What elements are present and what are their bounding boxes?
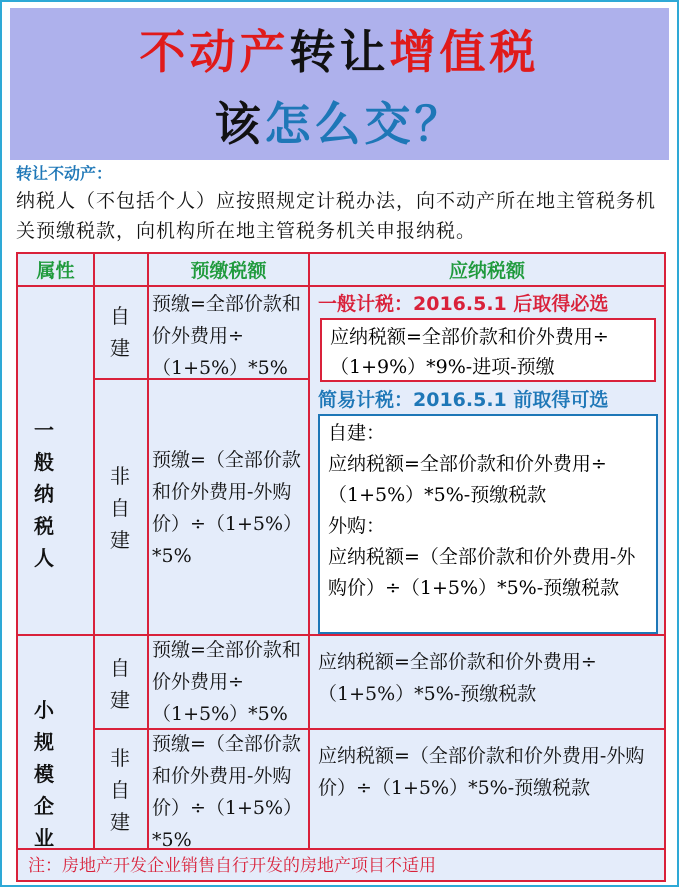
label-non-self-build: 非自建 <box>110 464 130 552</box>
label-self-build: 自建 <box>110 304 130 360</box>
title-part-transfer: 转让 <box>289 25 390 79</box>
title-part-how-to-pay: 怎么交 <box>264 97 415 151</box>
simple-purchase-label: 外购： <box>328 515 386 537</box>
simple-method-box <box>318 414 658 634</box>
col-divider-2 <box>147 254 149 850</box>
row-divider-general <box>18 634 664 636</box>
prepay-small-self: 预缴=全部价款和价外费用÷（1+5%）*5% <box>152 639 301 725</box>
general-method-heading: 一般计税：2016.5.1 后取得必选 <box>318 293 609 315</box>
col-divider-3 <box>308 254 310 850</box>
category-general-taxpayer: 一般纳税人 <box>34 418 54 570</box>
title-part-question: ？ <box>414 97 465 151</box>
payable-small-non-self: 应纳税额=（全部价款和价外费用-外购价）÷（1+5%）*5%-预缴税款 <box>318 745 645 799</box>
prepay-general-non-self: 预缴=（全部价款和价外费用-外购价）÷（1+5%）*5% <box>152 449 303 567</box>
prepay-general-self: 预缴=全部价款和价外费用÷（1+5%）*5% <box>152 293 301 379</box>
intro-body: 纳税人（不包括个人）应按照规定计税办法，向不动产所在地主管税务机关预缴税款，向机构所在地主管税务机关申报纳税。 <box>16 190 657 242</box>
intro-section <box>16 162 666 246</box>
col-divider-1 <box>93 254 95 850</box>
title-banner <box>10 8 669 160</box>
simple-self-label: 自建： <box>328 422 386 444</box>
label-small-self-build: 自建 <box>110 656 130 712</box>
general-method-box <box>320 318 656 382</box>
tax-table <box>16 252 666 882</box>
row-divider-note <box>18 848 664 850</box>
header-attr: 属性 <box>36 260 75 282</box>
title-part-vat: 增值税 <box>389 25 540 79</box>
title-line-1 <box>10 22 669 82</box>
category-small-scale: 小规模企业 <box>34 698 54 850</box>
label-small-non-self-build: 非自建 <box>110 746 130 834</box>
intro-heading: 转让不动产： <box>16 164 113 183</box>
payable-small-self: 应纳税额=全部价款和价外费用÷（1+5%）*5%-预缴税款 <box>318 651 597 705</box>
simple-self-formula: 应纳税额=全部价款和价外费用÷（1+5%）*5%-预缴税款 <box>328 453 607 506</box>
simple-purchase-formula: 应纳税额=（全部价款和价外费用-外购价）÷（1+5%）*5%-预缴税款 <box>328 546 636 599</box>
simple-method-heading: 简易计税：2016.5.1 前取得可选 <box>318 389 609 411</box>
title-line-2 <box>10 94 669 154</box>
header-prepay: 预缴税额 <box>190 260 267 282</box>
prepay-small-non-self: 预缴=（全部价款和价外费用-外购价）÷（1+5%）*5% <box>152 733 303 851</box>
footnote: 注：房地产开发企业销售自行开发的房地产项目不适用 <box>28 856 436 876</box>
title-part-should: 该 <box>214 97 265 151</box>
header-payable: 应纳税额 <box>448 260 525 282</box>
general-method-formula: 应纳税额=全部价款和价外费用÷（1+9%）*9%-进项-预缴 <box>330 326 609 378</box>
title-part-real-estate: 不动产 <box>139 25 290 79</box>
